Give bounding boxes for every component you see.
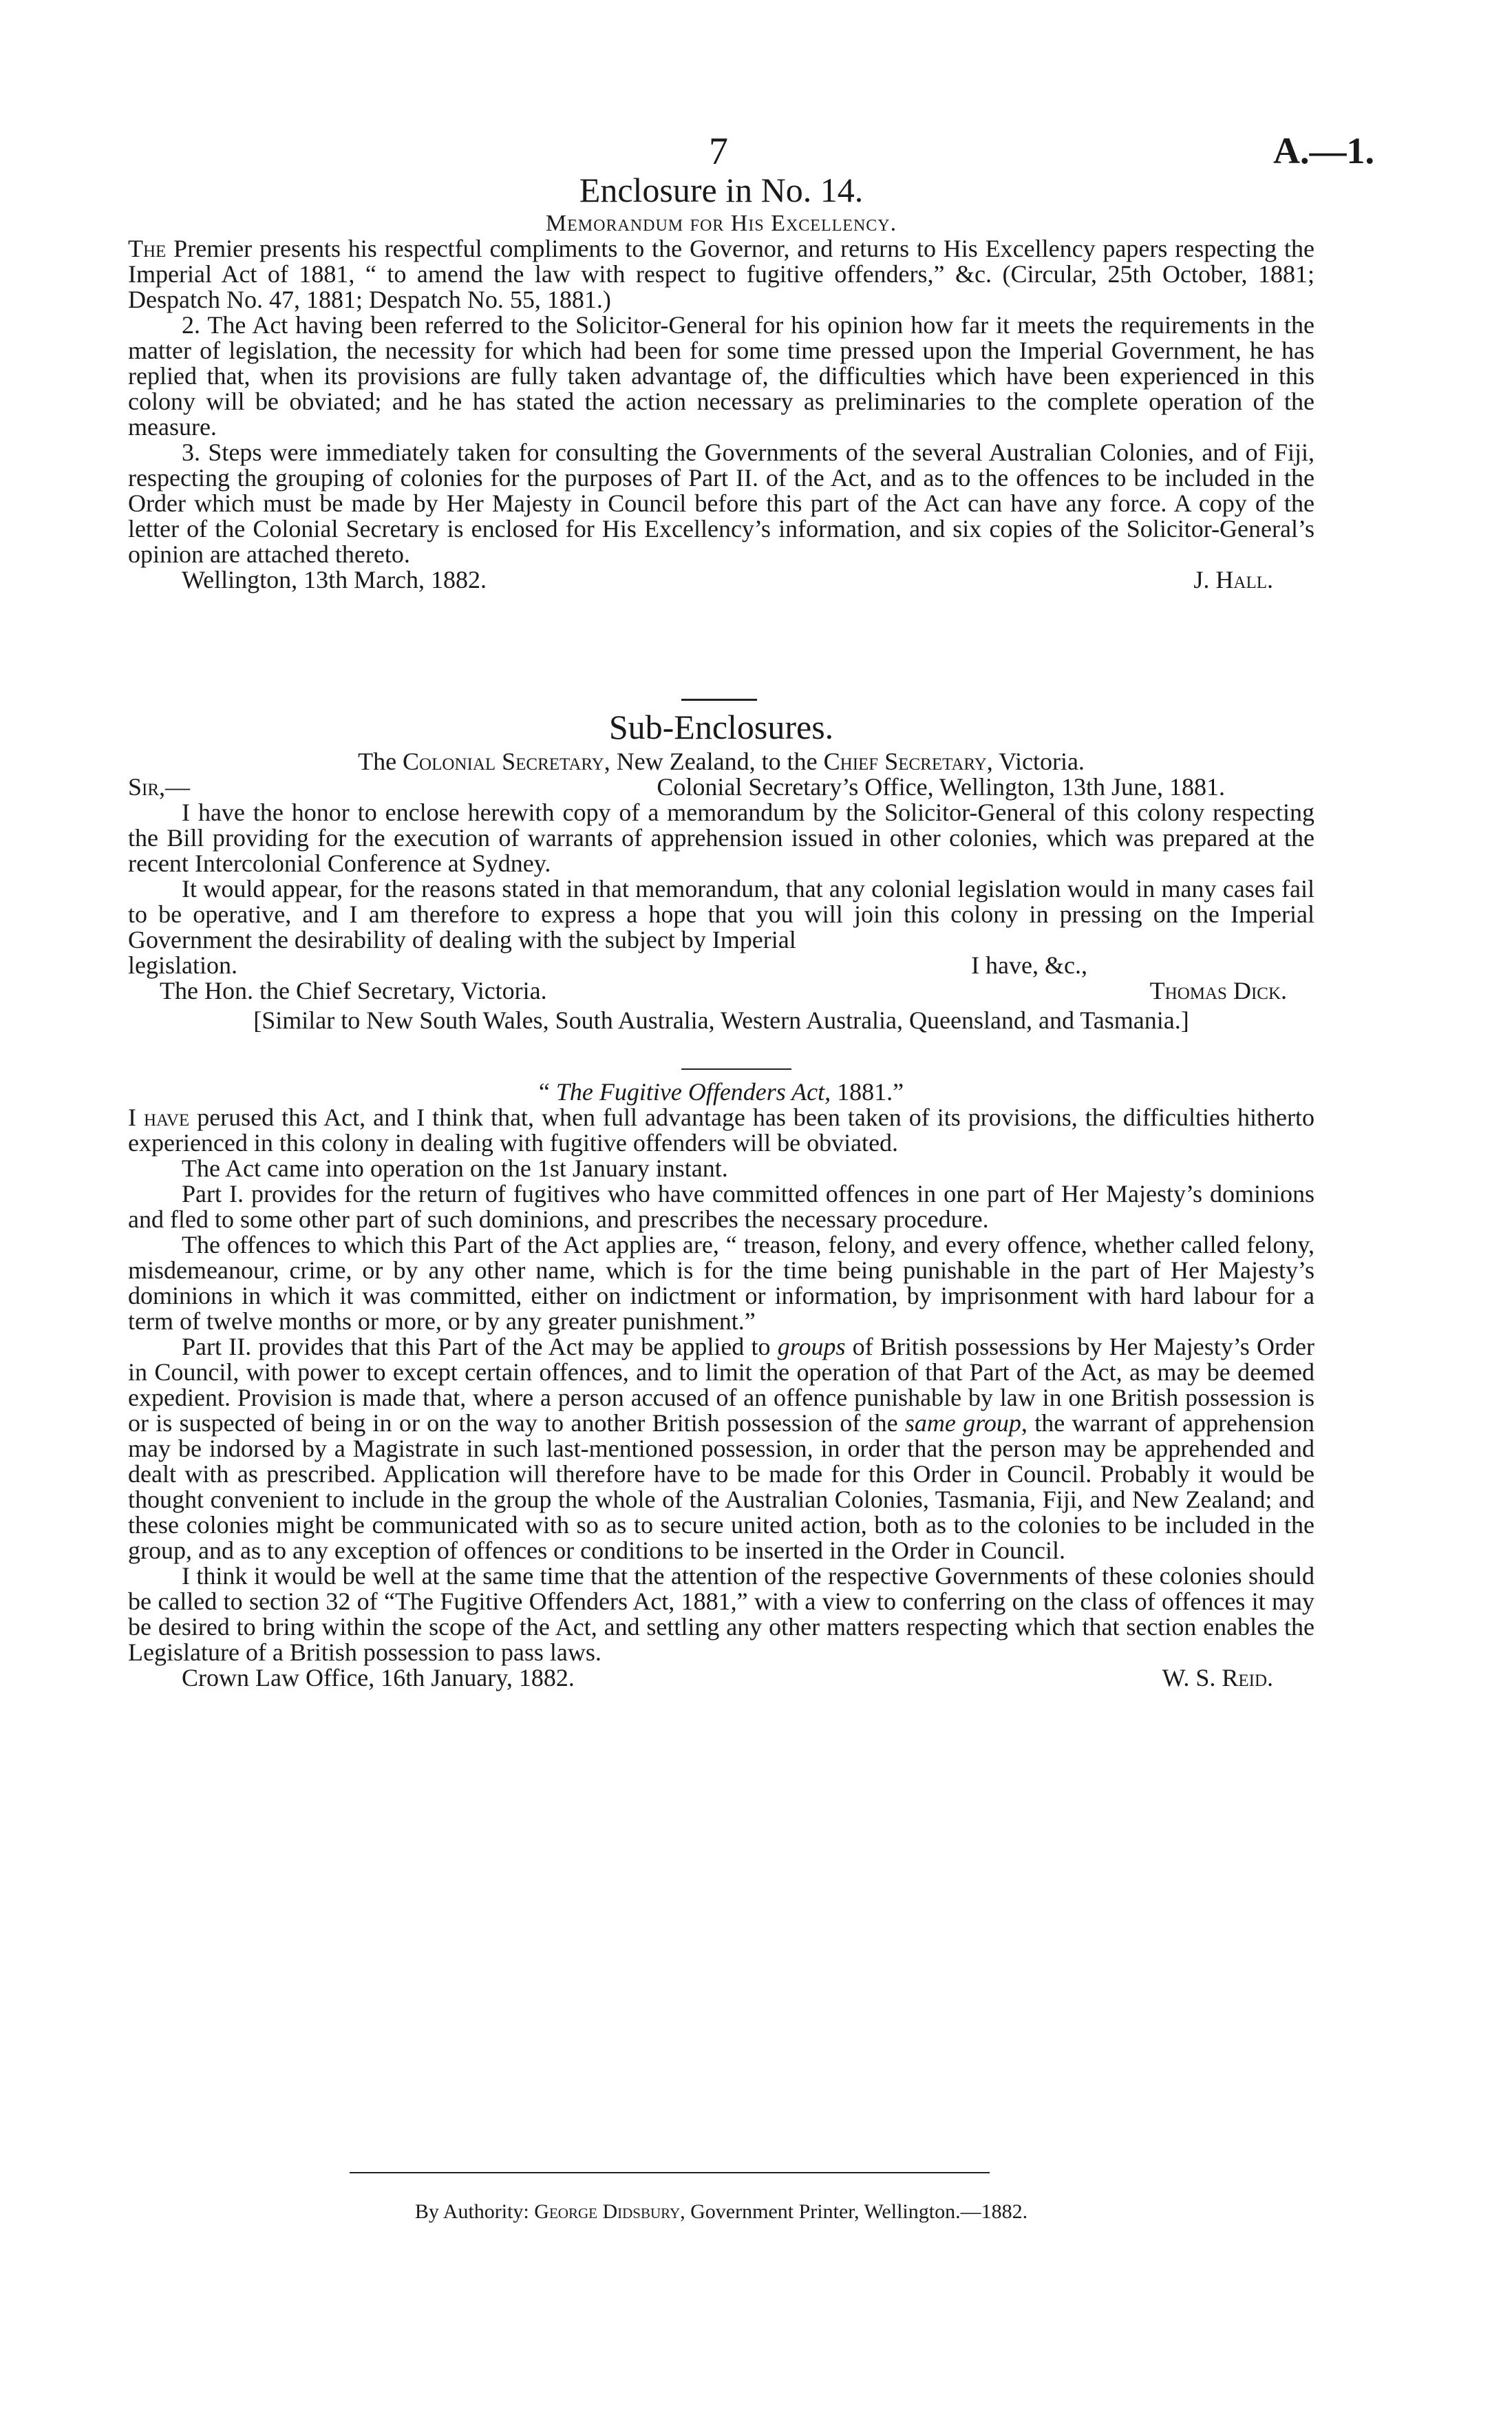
- letter-signatory: Thomas Dick.: [1149, 977, 1287, 1004]
- opinion-title: [128, 1079, 1314, 1105]
- enclosure-lead-word: The: [128, 235, 167, 262]
- letter-paragraph-2: It would appear, for the reasons stated in that memorandum, that any colonial legislation would in many cases fail to be operative, and I am therefore to express a hope that you will join this colony in pressing on the Imperial Government the desirability of dealing with the subject by Imperial: [128, 875, 1314, 953]
- letter-heading: [128, 749, 1314, 774]
- opinion-paragraph-5: [128, 1334, 1314, 1563]
- letter-signature-row: [128, 978, 1314, 1004]
- letter-salutation: Sir,—: [128, 773, 191, 801]
- letter-addressee: The Hon. the Chief Secretary, Victoria.: [160, 977, 547, 1004]
- opinion-paragraph-2: The Act came into operation on the 1st January instant.: [182, 1154, 728, 1182]
- footer-rule: [350, 2172, 990, 2173]
- opinion-paragraph-1: [128, 1105, 1314, 1156]
- letter-heading-mid: , New Zealand, to the: [604, 748, 824, 775]
- opinion-paragraph-5-a: Part II. provides that this Part of the Act may be applied to: [182, 1333, 778, 1360]
- opinion-paragraph-3: Part I. provides for the return of fugitives who have committed offences in one part of Her Majesty’s dominions and fled to some other part of such dominions, and prescribes the necessary procedure.: [128, 1180, 1314, 1233]
- letter-heading-pre: The: [358, 748, 403, 775]
- enclosure-paragraph-3: 3. Steps were immediately taken for consulting the Governments of the several Australian Colonies, and of Fiji, respecting the grouping of colonies for the purposes of Part II. of the Act, and as to the offences to be included in the Order which must be made by Her Majesty in Council before this part of the Act can have any force. A copy of the letter of the Colonial Secretary is enclosed for His Excellency’s information, and six copies of the Solicitor-General’s opinion are attached thereto.: [128, 439, 1314, 568]
- opinion-signature-row: [128, 1665, 1314, 1691]
- opinion-groups-italic: groups: [777, 1333, 846, 1360]
- enclosure-title: Enclosure in No. 14.: [579, 171, 864, 209]
- opinion-place-date: Crown Law Office, 16th January, 1882.: [182, 1664, 575, 1691]
- opinion-paragraph-1-text: perused this Act, and I think that, when full advantage has been taken of its provisions, the difficulties hitherto experienced in this colony in dealing with fugitive offenders will be obviated.: [128, 1104, 1314, 1157]
- enclosure-section: [128, 171, 1314, 593]
- letter-heading-post: , Victoria.: [986, 748, 1085, 775]
- opinion-signatory: W. S. Reid.: [1162, 1664, 1273, 1691]
- similar-note: [Similar to New South Wales, South Australia, Western Australia, Queensland, and Tasmania.]: [253, 1006, 1189, 1034]
- enclosure-signatory: J. Hall.: [1193, 566, 1273, 593]
- opinion-paragraph-4: The offences to which this Part of the Act applies are, “ treason, felony, and every offence, whether called felony, misdemeanour, crime, or by any other name, which is for the time being punishable in the part of Her Majesty’s dominions in which it was committed, either on indictment or information, by imprisonment with hard labour for a term of twelve months or more, or by any greater punishment.”: [128, 1231, 1314, 1335]
- enclosure-signature-row: [128, 567, 1314, 593]
- opinion-lead-words: I have: [128, 1104, 190, 1131]
- opinion-paragraph-5-b: of British possessions by Her Majesty’s Order in Council, with power to except certain offences, and to limit the operation of that Part of the Act, as may be deemed expedient. Provision is made that, where a person accused of an offence punishable by law in one British possession is or is suspected of being in or on the way to another British possession of the: [128, 1333, 1314, 1437]
- letter-paragraph-2-last: legislation.: [128, 951, 237, 979]
- letter-salutation-row: [128, 774, 1314, 800]
- letter-paragraph-1: I have the honor to enclose herewith copy of a memorandum by the Solicitor-General of this colony respecting the Bill providing for the execution of warrants of apprehension issued in other colonies, which was prepared at the recent Intercolonial Conference at Sydney.: [128, 799, 1314, 877]
- enclosure-paragraph-1: [128, 236, 1314, 313]
- opinion-same-group-italic: same group: [904, 1409, 1021, 1437]
- series-code: A.—1.: [1273, 130, 1374, 171]
- memorandum-title: Memorandum for His Excellency.: [545, 211, 897, 236]
- sub-enclosures-section: [128, 708, 1314, 1033]
- opinion-title-pre: “: [538, 1078, 556, 1106]
- letter-heading-from: Colonial Secretary: [403, 748, 604, 775]
- section-divider: [681, 699, 757, 701]
- opinion-section: [128, 1079, 1314, 1691]
- imprint-prefix: By Authority:: [414, 2200, 535, 2223]
- imprint-suffix: , Government Printer, Wellington.—1882.: [680, 2200, 1028, 2223]
- sub-enclosures-title: Sub-Enclosures.: [608, 708, 834, 746]
- opinion-paragraph-5-c: , the warrant of apprehension may be indorsed by a Magistrate in such last-mentioned possession, in order that the person may be apprehended and dealt with as prescribed. Application will therefore have to be made for this Order in Council. Probably it would be thought convenient to include in the group the whole of the Australian Colonies, Tasmania, Fiji, and New Zealand; and these colonies might be communicated with so as to secure united action, both as to the colonies to be included in the group, and as to any exception of offences or conditions to be inserted in the Order in Council.: [128, 1409, 1314, 1564]
- opinion-title-italic: The Fugitive Offenders Act,: [555, 1078, 831, 1106]
- letter-closing: I have, &c.,: [971, 951, 1087, 979]
- enclosure-paragraph-2: 2. The Act having been referred to the Solicitor-General for his opinion how far it meets the requirements in the matter of legislation, the necessity for which had been for some time pressed upon the Imperial Government, he has replied that, when its provisions are fully taken advantage of, the difficulties which have been experienced in this colony will be obviated; and he has stated the action necessary as preliminaries to the complete operation of the measure.: [128, 311, 1314, 441]
- opinion-paragraph-6: I think it would be well at the same time that the attention of the respective Governments of these colonies should be called to section 32 of “The Fugitive Offenders Act, 1881,” with a view to conferring on the class of offences it may be desired to bring within the scope of the Act, and settling any other matters respecting which that section enables the Legislature of a British possession to pass laws.: [128, 1562, 1314, 1666]
- imprint-printer: George Didsbury: [534, 2200, 681, 2223]
- enclosure-paragraph-1-text: Premier presents his respectful compliments to the Governor, and returns to His Excellency papers respecting the Imperial Act of 1881, “ to amend the law with respect to fugitive offenders,” &c. (Circular, 25th October, 1881; Despatch No. 47, 1881; Despatch No. 55, 1881.): [128, 235, 1314, 313]
- letter-address: Colonial Secretary’s Office, Wellington, 13th June, 1881.: [657, 773, 1225, 801]
- enclosure-place-date: Wellington, 13th March, 1882.: [182, 566, 487, 593]
- letter-heading-to: Chief Secretary: [823, 748, 987, 775]
- section-divider-2: [681, 1068, 791, 1070]
- page-number: 7: [709, 130, 728, 173]
- opinion-title-post: 1881.”: [831, 1078, 904, 1106]
- letter-closing-row: [128, 953, 1314, 978]
- printer-imprint: [128, 2200, 1314, 2224]
